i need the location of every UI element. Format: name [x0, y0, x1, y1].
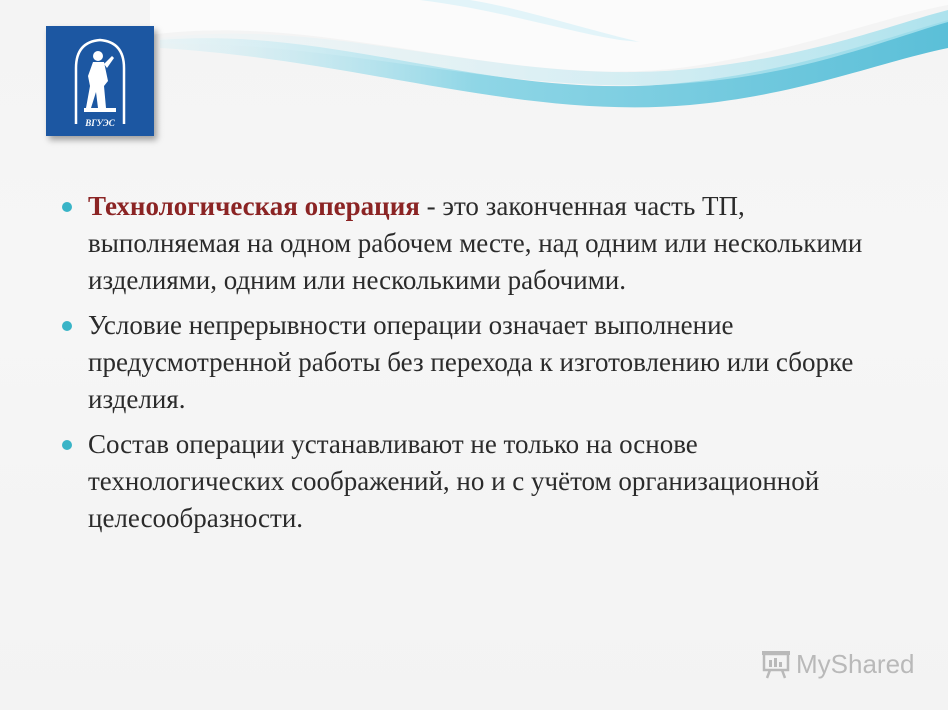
bullet-text: - это законченная часть ТП, выполняемая на одном рабочем месте, над одним или несколькими изделиями, одним или несколькими рабочими. — [88, 191, 863, 295]
watermark-text: MyShared — [796, 648, 915, 679]
statue-emblem-icon — [46, 26, 154, 136]
watermark — [760, 646, 915, 682]
university-logo — [46, 26, 154, 136]
bullet-item — [60, 307, 890, 418]
bullet-list — [60, 188, 890, 545]
bullet-item — [60, 188, 890, 299]
presentation-board-icon — [760, 648, 792, 680]
svg-text:ВГУЭС: ВГУЭС — [85, 118, 115, 128]
bullet-dot-icon — [62, 440, 72, 450]
bullet-text: Состав операции устанавливают не только на основе технологических соображений, но и с учётом организационной целесообразности. — [88, 429, 820, 533]
bullet-item — [60, 426, 890, 537]
bullet-text: Условие непрерывности операции означает выполнение предусмотренной работы без перехода к изготовлению или сборке изделия. — [88, 310, 854, 414]
bullet-dot-icon — [62, 202, 72, 212]
term-highlight: Технологическая операция — [88, 191, 420, 221]
bullet-dot-icon — [62, 321, 72, 331]
